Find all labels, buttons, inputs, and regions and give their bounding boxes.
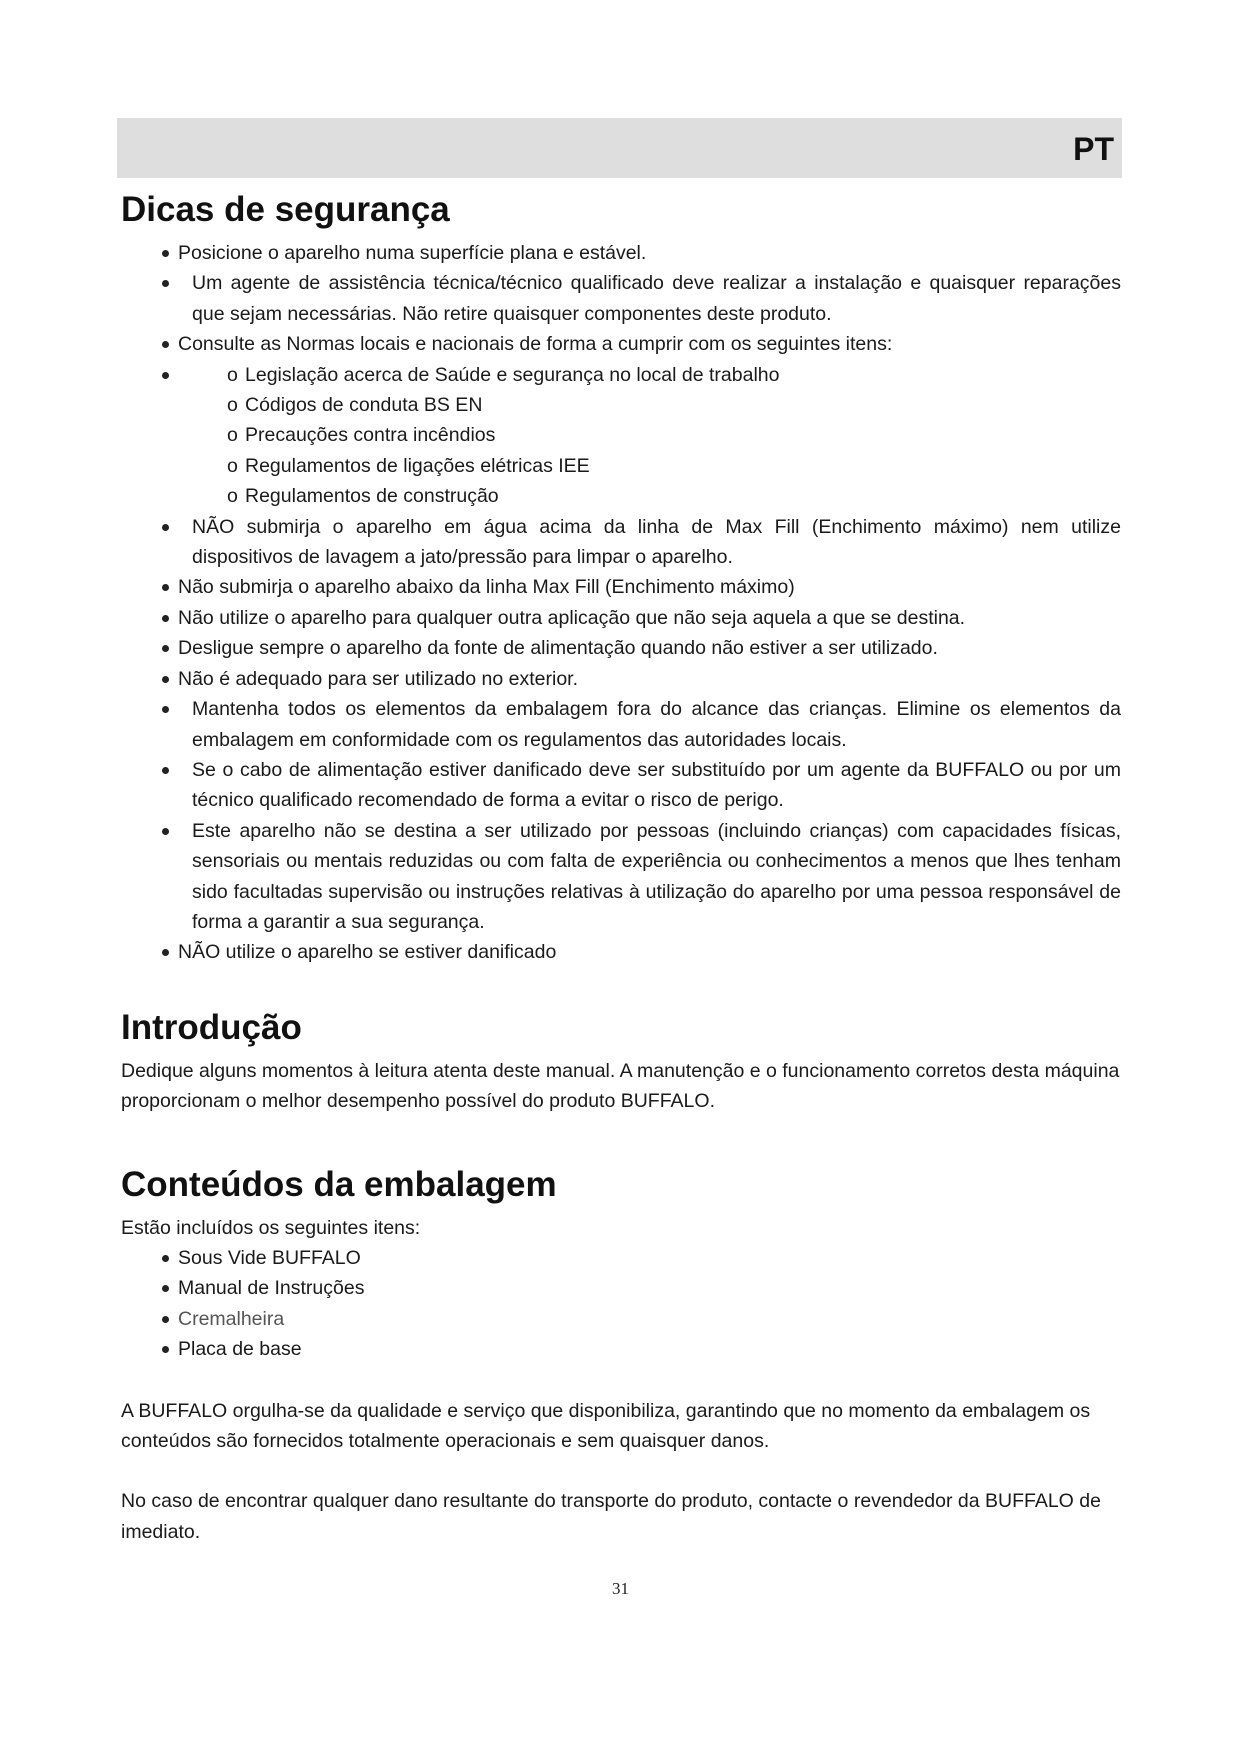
sub-list-item: o Códigos de conduta BS EN [227, 394, 483, 417]
list-item: Este aparelho não se destina a ser utilizado por pessoas (incluindo crianças) com capacidades físicas, sensoriais ou mentais reduzidas ou com falta de experiência ou conhecimentos a menos que lhes tenham sido facultadas supervisão ou instruções relativas à utilização do aparelho por uma pessoa responsável de forma a garantir a sua segurança. [121, 816, 1121, 938]
safety-list [121, 238, 1121, 968]
list-item: Um agente de assistência técnica/técnico qualificado deve realizar a instalação e quaisquer reparações que sejam necessárias. Não retire quaisquer componentes deste produto. [121, 268, 1121, 329]
contents-heading: Conteúdos da embalagem [121, 1164, 557, 1204]
contents-list [121, 1243, 1121, 1365]
list-item: Posicione o aparelho numa superfície plana e estável. [121, 238, 1121, 268]
list-item: Sous Vide BUFFALO [121, 1243, 1121, 1273]
intro-text: Dedique alguns momentos à leitura atenta deste manual. A manutenção e o funcionamento corretos desta máquina proporcionam o melhor desempenho possível do produto BUFFALO. [121, 1059, 1120, 1113]
list-item: Não submirja o aparelho abaixo da linha Max Fill (Enchimento máximo) [121, 572, 1121, 602]
sub-list-item: o Regulamentos de ligações elétricas IEE [227, 454, 590, 477]
list-item: Não utilize o aparelho para qualquer outra aplicação que não seja aquela a que se destina. [121, 603, 1121, 633]
intro-heading: Introdução [121, 1007, 302, 1047]
list-item: Não é adequado para ser utilizado no exterior. [121, 664, 1121, 694]
list-item-text: Consulte as Normas locais e nacionais de forma a cumprir com os seguintes itens: [178, 333, 893, 356]
safety-heading: Dicas de segurança [121, 190, 450, 229]
list-item: Manual de Instruções [121, 1273, 1121, 1303]
list-item: Desligue sempre o aparelho da fonte de alimentação quando não estiver a ser utilizado. [121, 633, 1121, 663]
sub-list-item: o Precauções contra incêndios [227, 424, 496, 447]
list-item: Cremalheira [121, 1304, 1121, 1334]
list-item: NÃO utilize o aparelho se estiver danificado [121, 937, 1121, 967]
sub-list-wrapper [121, 360, 1121, 512]
sub-list-item: o Legislação acerca de Saúde e segurança no local de trabalho [227, 363, 780, 386]
contents-lead: Estão incluídos os seguintes itens: [121, 1216, 421, 1239]
list-item: Mantenha todos os elementos da embalagem fora do alcance das crianças. Elimine os elementos da embalagem em conformidade com os regulamentos das autoridades locais. [121, 694, 1121, 755]
page-number: 31 [612, 1579, 629, 1598]
list-item: Placa de base [121, 1334, 1121, 1364]
sub-list [121, 360, 1121, 512]
list-item: NÃO submirja o aparelho em água acima da linha de Max Fill (Enchimento máximo) nem utilize dispositivos de lavagem a jato/pressão para limpar o aparelho. [121, 512, 1121, 573]
damage-paragraph: No caso de encontrar qualquer dano resultante do transporte do produto, contacte o revendedor da BUFFALO de imediato. [121, 1490, 1101, 1543]
sub-list-item: o Regulamentos de construção [227, 485, 499, 508]
list-item [121, 329, 1121, 359]
page-content [121, 188, 1121, 1547]
list-item: Se o cabo de alimentação estiver danificado deve ser substituído por um agente da BUFFALO ou por um técnico qualificado recomendado de forma a evitar o risco de perigo. [121, 755, 1121, 816]
header-bar [117, 118, 1122, 178]
language-tag: PT [1073, 131, 1114, 167]
quality-paragraph: A BUFFALO orgulha-se da qualidade e serviço que disponibiliza, garantindo que no momento da embalagem os conteúdos são fornecidos totalmente operacionais e sem quaisquer danos. [121, 1399, 1091, 1452]
